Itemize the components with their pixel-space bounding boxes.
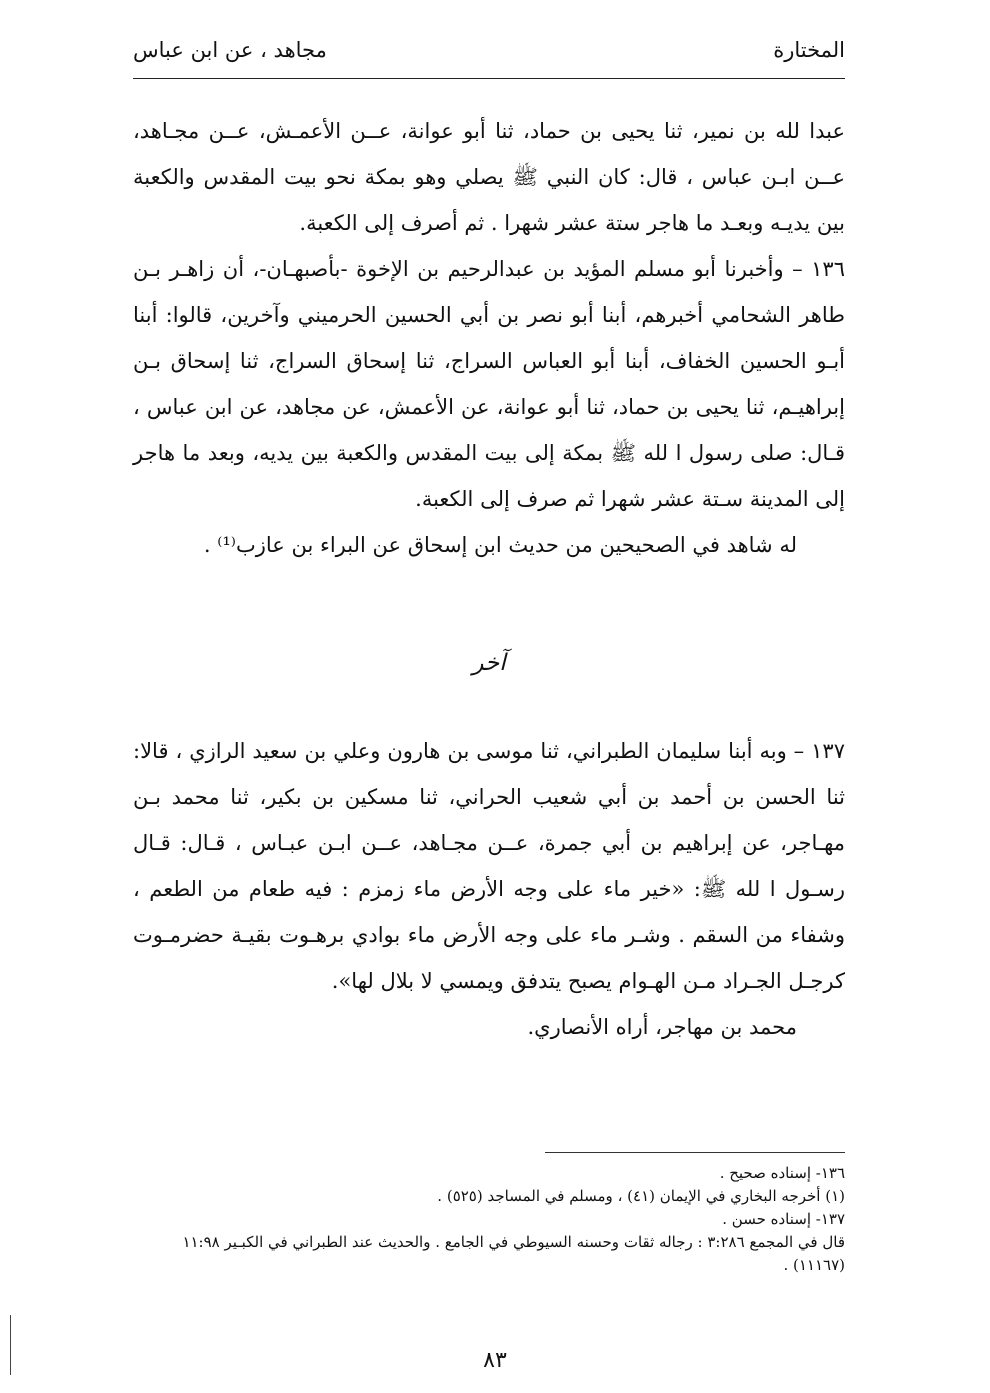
paragraph-hadith-137: ١٣٧ – وبه أبنا سليمان الطبراني، ثنا موسى بن هارون وعلي بن سعيد الرازي ، قالا: ثنا الحسن بن أحمد بن أبي شعيب الحراني، ثنا مسكين بن بكير، ثنا محمد بـن مهـاجر، عن إبراهيم بن أبي جمرة، عــن مجـاهد، عــن ابـن عبـاس ، قـال: قـال رسـول ا لله ﷺ: «خير ماء على وجه الأرض ماء زمزم : فيه طعام من الطعم ، وشفاء من السقم . وشـر ماء على وجه الأرض ماء بوادي برهـوت بقيـة حضرمـوت كرجـل الجـراد مـن الهـوام يصبح يتدفق ويمسي لا بلال لها». xyxy=(133,739,845,993)
footnotes xyxy=(133,1162,845,1277)
witness-note: له شاهد في الصحيحين من حديث ابن إسحاق عن البراء بن عازب⁽¹⁾ . xyxy=(203,533,797,557)
running-header xyxy=(133,30,845,79)
footnote-item: قال في المجمع ٣:٢٨٦ : رجاله ثقات وحسنه السيوطي في الجامع . والحديث عند الطبراني في الكبـير ١١:٩٨ (١١١٦٧) . xyxy=(182,1233,845,1274)
narrator-note: محمد بن مهاجر، أراه الأنصاري. xyxy=(527,1015,797,1039)
paragraph-hadith-136: ١٣٦ – وأخبرنا أبو مسلم المؤيد بن عبدالرحيم بن الإخوة -بأصبهـان-، أن زاهـر بـن طاهر الشحامي أخبرهم، أبنا أبو نصر بن أبي الحسين الحرميني وآخرين، قالوا: أبنا أبـو الحسين الخفاف، أبنا أبو العباس السراج، ثنا إسحاق السراج، ثنا إسحاق بـن إبراهيـم، ثنا يحيى بن حماد، ثنا أبو عوانة، عن الأعمش، عن مجاهد، عن ابن عباس ، قـال: صلى رسول ا لله ﷺ بمكة إلى بيت المقدس والكعبة بين يديه، وبعد ما هاجر إلى المدينة سـتة عشر شهرا ثم صرف إلى الكعبة. xyxy=(133,257,845,511)
footnote-divider xyxy=(545,1152,845,1153)
page-number: ٨٣ xyxy=(483,1348,507,1373)
paragraph-continuation: عبدا لله بن نمير، ثنا يحيى بن حماد، ثنا أبو عوانة، عــن الأعمـش، عــن مجـاهد، عــن ابـن عباس ، قال: كان النبي ﷺ يصلي وهو بمكة نحو بيت المقدس والكعبة بين يديـه وبعـد ما هاجر ستة عشر شهرا . ثم أصرف إلى الكعبة. xyxy=(133,119,845,235)
footnote-item: (١) أخرجه البخاري في الإيمان (٤١) ، ومسلم في المساجد (٥٢٥) . xyxy=(437,1187,845,1205)
section-heading: آخر xyxy=(472,650,506,676)
section-title: مجاهد ، عن ابن عباس xyxy=(133,38,327,62)
footnote-item: ١٣٦- إسناده صحيح . xyxy=(719,1164,845,1182)
main-text-block-2 xyxy=(133,728,845,1050)
book-title: المختارة xyxy=(773,38,845,62)
main-text-block xyxy=(133,108,845,568)
footnote-item: ١٣٧- إسناده حسن . xyxy=(722,1210,845,1228)
